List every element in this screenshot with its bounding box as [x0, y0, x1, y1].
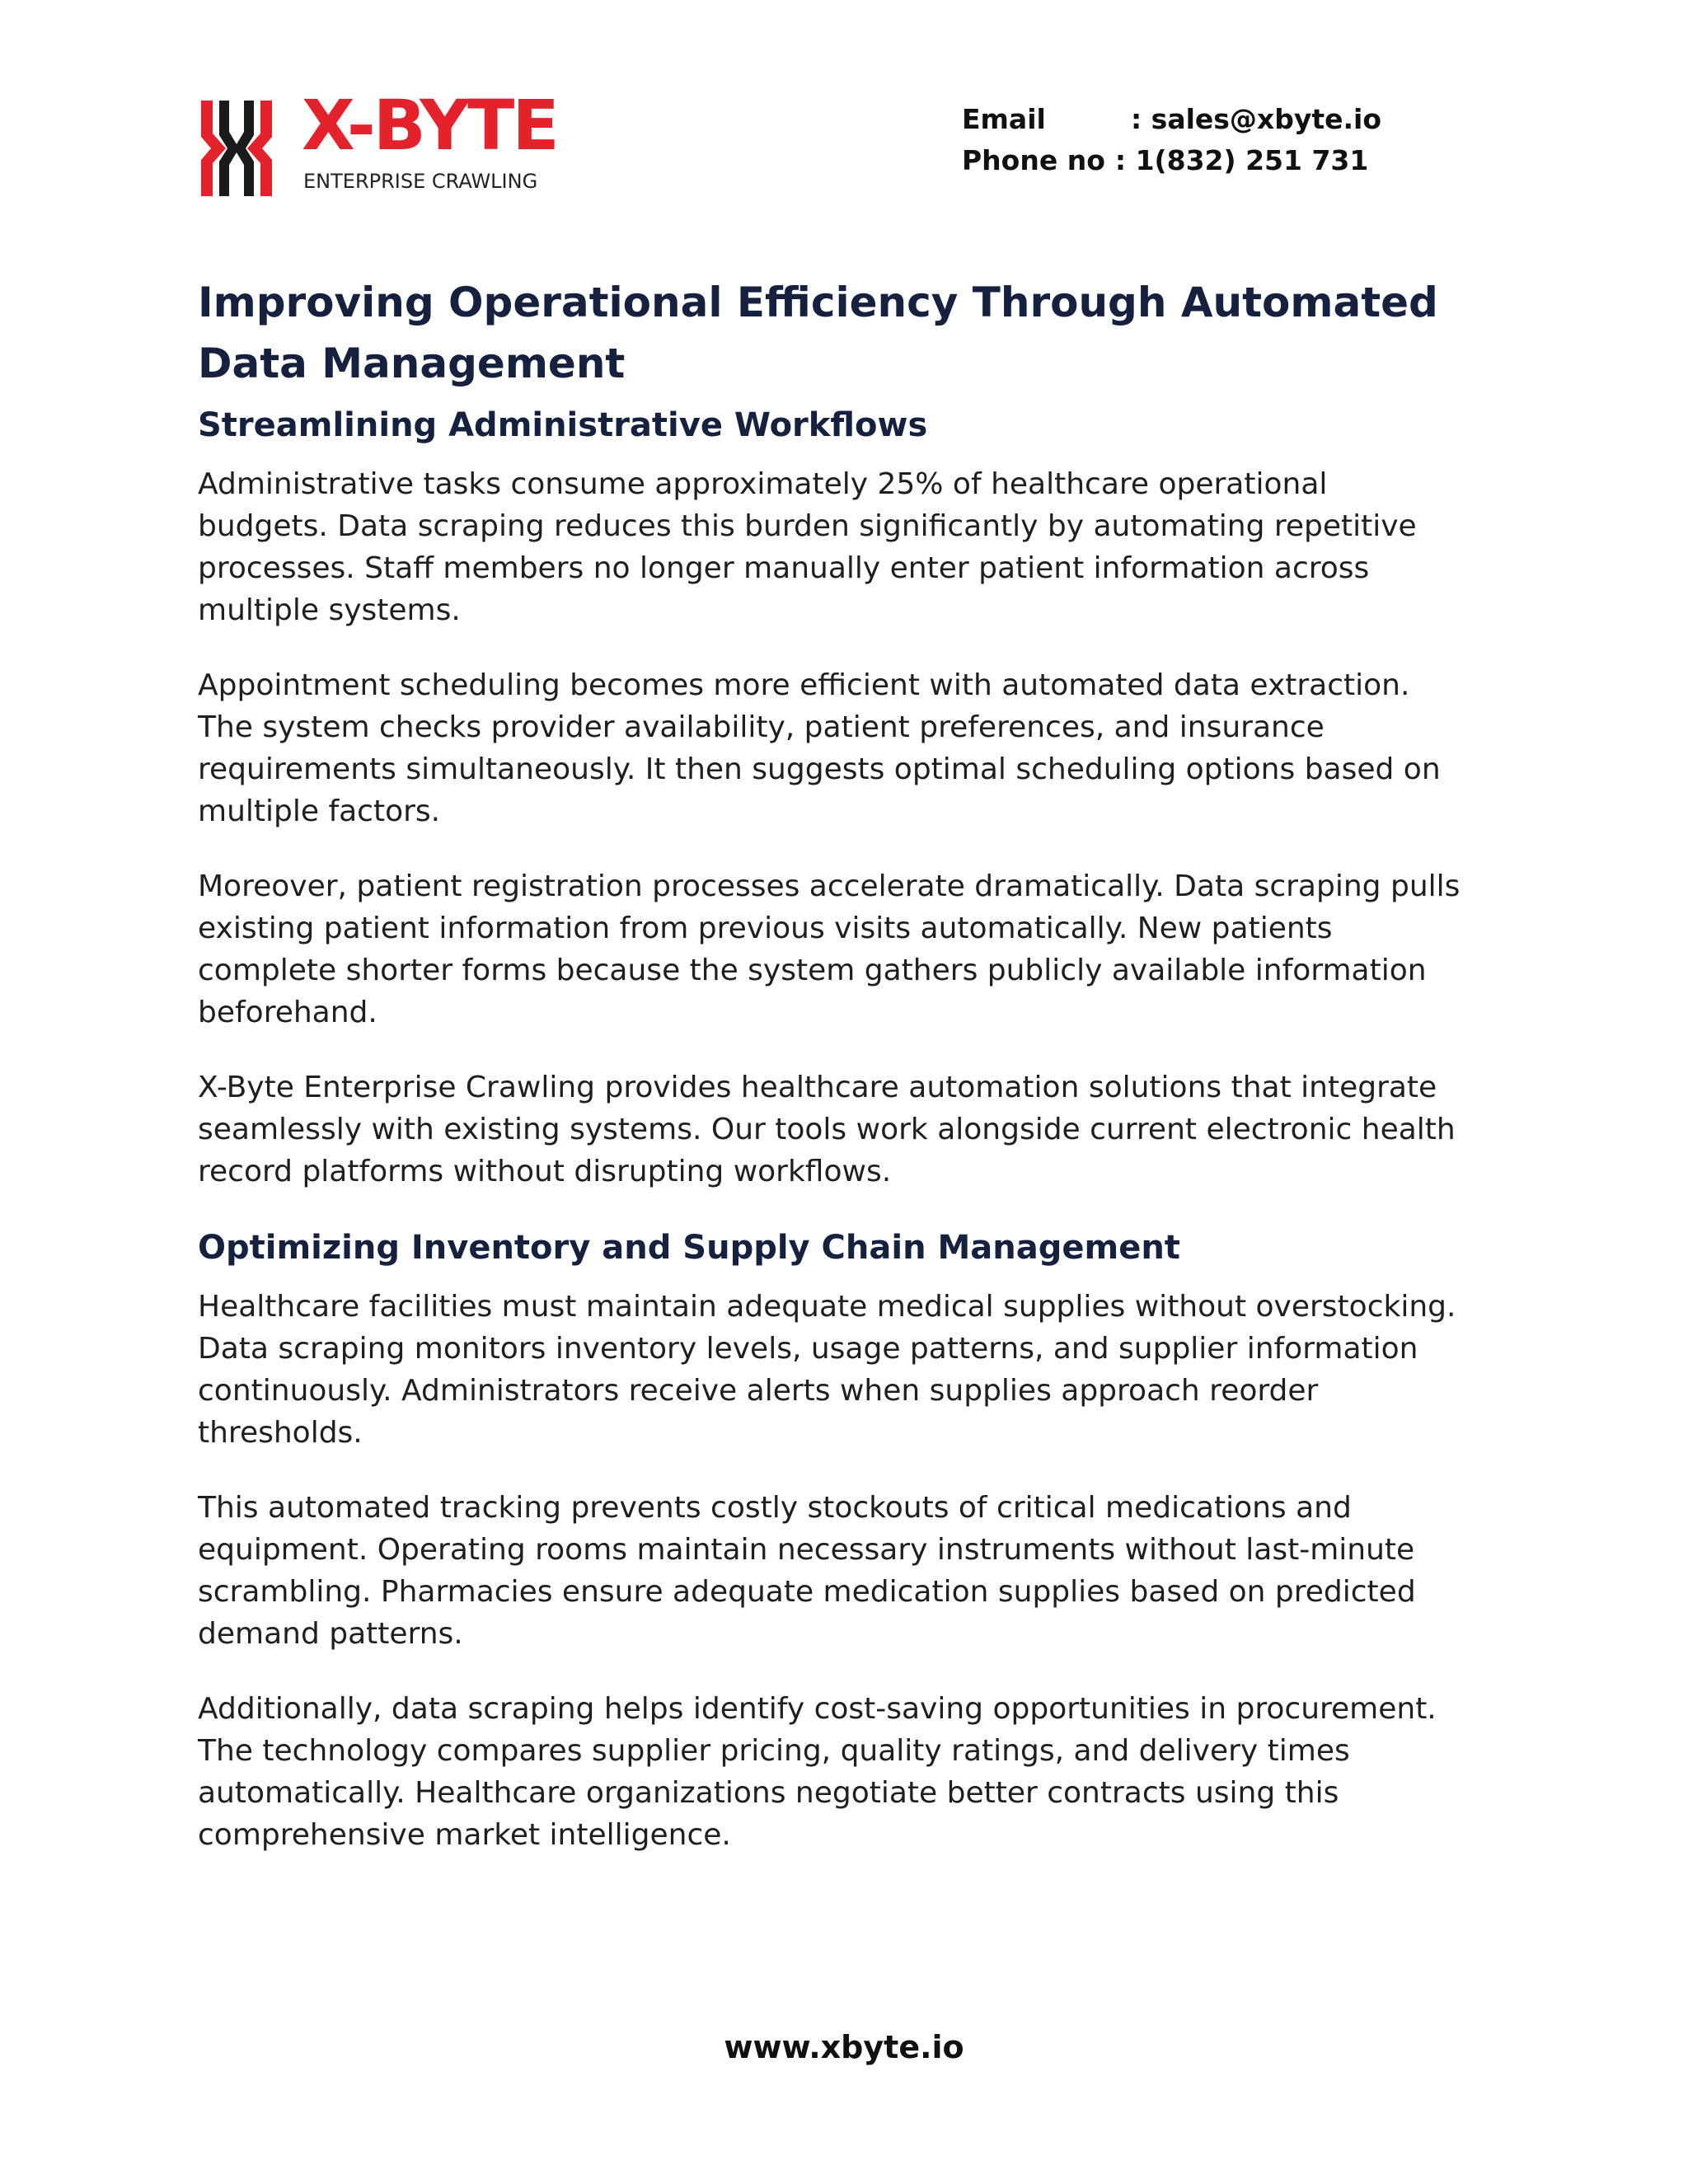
paragraph-line: Healthcare facilities must maintain adequate medical supplies without overstocking.: [198, 1290, 1456, 1324]
paragraph-line: requirements simultaneously. It then suggests optimal scheduling options based on: [198, 752, 1441, 786]
paragraph-line: This automated tracking prevents costly stockouts of critical medications and: [198, 1491, 1352, 1525]
paragraph-line: record platforms without disrupting workflows.: [198, 1155, 892, 1188]
paragraph-line: Additionally, data scraping helps identify cost-saving opportunities in procurement.: [198, 1692, 1437, 1726]
paragraph-line: The technology compares supplier pricing, quality ratings, and delivery times: [198, 1734, 1350, 1768]
paragraph-line: Data scraping monitors inventory levels, usage patterns, and supplier information: [198, 1332, 1418, 1366]
footer-website-link[interactable]: www.xbyte.io: [724, 2029, 964, 2065]
paragraph: [198, 664, 1517, 832]
email-row: [962, 99, 1381, 140]
paragraph-line: existing patient information from previous visits automatically. New patients: [198, 912, 1333, 945]
title-line: Data Management: [198, 340, 626, 387]
logo-tagline: ENTERPRISE CRAWLING: [303, 170, 538, 193]
paragraph-line: automatically. Healthcare organizations negotiate better contracts using this: [198, 1776, 1339, 1810]
paragraph-line: demand patterns.: [198, 1617, 463, 1651]
paragraph-line: beforehand.: [198, 996, 377, 1029]
section-inventory-supply-chain: [198, 1225, 1517, 1271]
contact-info: [962, 99, 1381, 181]
paragraph-line: X-Byte Enterprise Crawling provides healthcare automation solutions that integrate: [198, 1071, 1437, 1104]
section-heading: Streamlining Administrative Workflows: [198, 406, 928, 444]
paragraph-line: seamlessly with existing systems. Our tools work alongside current electronic health: [198, 1113, 1456, 1146]
paragraph-line: equipment. Operating rooms maintain necessary instruments without last-minute: [198, 1533, 1415, 1567]
paragraph-line: comprehensive market intelligence.: [198, 1818, 731, 1852]
paragraph: [198, 1487, 1517, 1655]
logo-wordmark: X-BYTE: [302, 85, 557, 166]
paragraph-line: multiple factors.: [198, 794, 441, 828]
email-link[interactable]: : sales@xbyte.io: [1131, 103, 1382, 135]
paragraph-line: budgets. Data scraping reduces this burden significantly by automating repetitive: [198, 509, 1417, 543]
paragraph-line: Administrative tasks consume approximately 25% of healthcare operational: [198, 467, 1328, 501]
paragraph: [198, 865, 1517, 1033]
document-title: [198, 272, 1517, 394]
paragraph-line: thresholds.: [198, 1416, 363, 1450]
paragraph-line: multiple systems.: [198, 593, 461, 627]
section-streamlining-workflows: [198, 402, 1517, 448]
footer: [0, 2029, 1688, 2065]
phone-row: [962, 140, 1381, 181]
paragraph: [198, 1066, 1517, 1193]
paragraph-line: scrambling. Pharmacies ensure adequate medication supplies based on predicted: [198, 1575, 1416, 1609]
paragraph: [198, 463, 1517, 631]
email-label: Email: [962, 103, 1046, 135]
phone-label: Phone no: [962, 144, 1105, 176]
paragraph: [198, 1688, 1517, 1856]
paragraph: [198, 1286, 1517, 1454]
paragraph-line: Appointment scheduling becomes more efficient with automated data extraction.: [198, 668, 1410, 702]
paragraph-line: continuously. Administrators receive alerts when supplies approach reorder: [198, 1374, 1319, 1408]
paragraph-line: Moreover, patient registration processes accelerate dramatically. Data scraping pulls: [198, 869, 1461, 903]
paragraph-line: complete shorter forms because the system gathers publicly available information: [198, 954, 1427, 987]
company-logo[interactable]: [201, 85, 580, 203]
title-line: Improving Operational Efficiency Through Automated: [198, 279, 1438, 326]
section-heading: Optimizing Inventory and Supply Chain Management: [198, 1229, 1180, 1267]
paragraph-line: The system checks provider availability, patient preferences, and insurance: [198, 710, 1325, 744]
x-byte-logo-icon: [201, 101, 272, 196]
phone-value: : 1(832) 251 731: [1114, 144, 1369, 176]
paragraph-line: processes. Staff members no longer manually enter patient information across: [198, 551, 1370, 585]
